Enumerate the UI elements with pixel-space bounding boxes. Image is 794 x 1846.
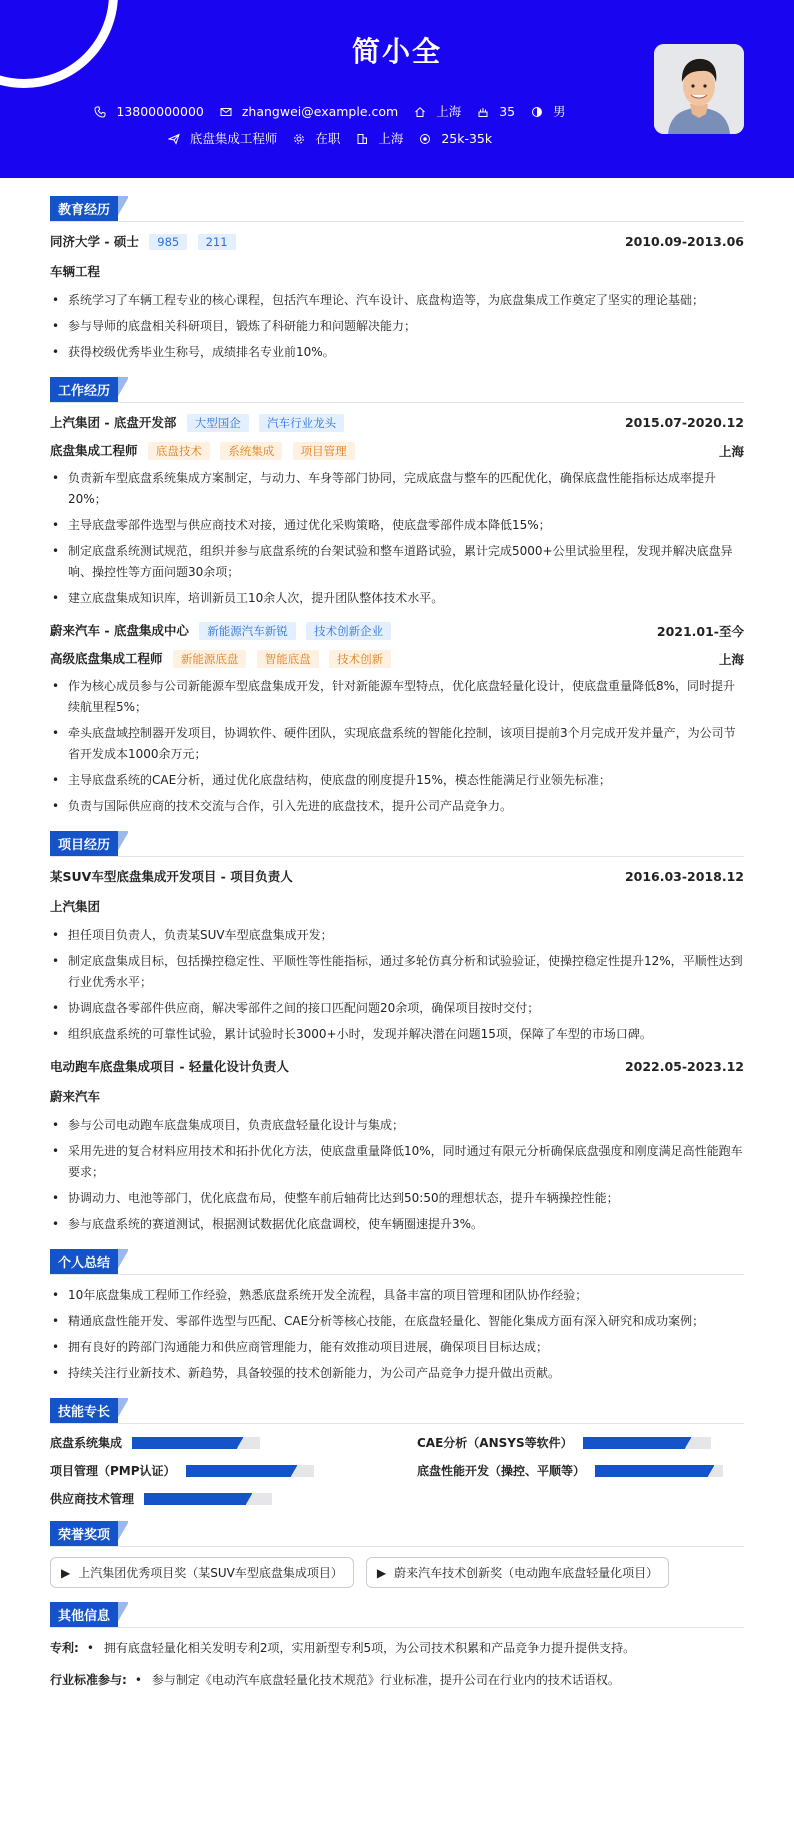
work-section <box>50 377 744 817</box>
date-range: 2021.01-至今 <box>656 623 744 639</box>
other-item <box>50 1638 744 1658</box>
project-entry <box>50 867 744 1045</box>
skill-bar-fill <box>132 1437 237 1449</box>
list-item: • 采用先进的复合材料应用技术和拓扑优化方法，使底盘重量降低10%，同时通过有限元分析确保底盘强度和刚度满足高性能跑车要求； <box>50 1141 744 1183</box>
other-section <box>50 1602 744 1690</box>
project-name: 电动跑车底盘集成项目 - 轻量化设计负责人 <box>50 1059 289 1074</box>
section-title: 荣誉奖项 <box>50 1521 118 1546</box>
list-item: • 协调动力、电池等部门，优化底盘布局，使整车前后轴荷比达到50:50的理想状态，提升车辆操控性能； <box>50 1188 744 1209</box>
project-name: 某SUV车型底盘集成开发项目 - 项目负责人 <box>50 869 293 884</box>
job-intent-row <box>0 129 660 147</box>
skill-name: 底盘性能开发（操控、平顺等） <box>417 1464 586 1478</box>
home-icon <box>414 106 426 118</box>
job-role: 底盘集成工程师 <box>50 443 138 458</box>
age-item: 35 <box>477 104 515 119</box>
city-item: 上海 <box>414 102 461 120</box>
coin-icon <box>419 133 431 145</box>
other-label: 专利: <box>50 1641 79 1655</box>
phone-item: 13800000000 <box>94 104 203 119</box>
company-name: 蔚来汽车 - 底盘集成中心 <box>50 623 189 638</box>
skill-item <box>50 1434 377 1451</box>
date-range: 2010.09-2013.06 <box>624 233 744 249</box>
skill-item <box>50 1462 377 1479</box>
skills-section <box>50 1398 744 1507</box>
skill-bar-fill <box>583 1437 685 1449</box>
section-divider <box>50 402 744 403</box>
skill-name: 项目管理（PMP认证） <box>50 1464 176 1478</box>
skill-bar-fill <box>186 1465 291 1477</box>
building-icon <box>356 133 368 145</box>
skill-bar <box>144 1493 272 1505</box>
skill-bar <box>186 1465 314 1477</box>
skill-item <box>50 1490 377 1507</box>
project-section <box>50 831 744 1235</box>
section-title: 个人总结 <box>50 1249 118 1274</box>
award-name: 上汽集团优秀项目奖（某SUV车型底盘集成项目） <box>78 1566 343 1580</box>
skill-item <box>417 1462 744 1479</box>
skill-bar <box>583 1437 711 1449</box>
skill-bar <box>132 1437 260 1449</box>
list-item: • 负责新车型底盘系统集成方案制定，与动力、车身等部门协同，完成底盘与整车的匹配优化，确保底盘性能指标达成率提升20%； <box>50 468 744 510</box>
major: 车辆工程 <box>50 264 101 279</box>
section-title: 教育经历 <box>50 196 118 221</box>
position-item: 底盘集成工程师 <box>168 129 278 147</box>
job-location: 上海 <box>718 443 744 459</box>
education-section <box>50 196 744 363</box>
target-city-item: 上海 <box>356 129 403 147</box>
list-item: • 持续关注行业新技术、新趋势，具备较强的技术创新能力，为公司产品竞争力提升做出贡献。 <box>50 1363 744 1384</box>
role-tag: 技术创新 <box>329 650 391 668</box>
work-entry <box>50 621 744 817</box>
list-item: • 组织底盘系统的可靠性试验，累计试验时长3000+小时，发现并解决潜在问题15项，保障了车型的市场口碑。 <box>50 1024 744 1045</box>
role-tag: 底盘技术 <box>148 442 210 460</box>
list-item: • 担任项目负责人，负责某SUV车型底盘集成开发； <box>50 925 744 946</box>
gender-icon <box>531 106 543 118</box>
project-org: 上汽集团 <box>50 899 101 914</box>
section-divider <box>50 856 744 857</box>
list-item: • 主导底盘系统的CAE分析，通过优化底盘结构，使底盘的刚度提升15%，模态性能满足行业领先标准； <box>50 770 744 791</box>
other-value: • 参与制定《电动汽车底盘轻量化技术规范》行业标准，提升公司在行业内的技术话语权。 <box>127 1670 620 1690</box>
date-range: 2015.07-2020.12 <box>624 415 744 430</box>
other-value: • 拥有底盘轻量化相关发明专利2项，实用新型专利5项，为公司技术积累和产品竞争力提升提供支持。 <box>79 1638 635 1658</box>
school-tag: 985 <box>149 234 187 250</box>
company-tag: 汽车行业龙头 <box>259 414 344 432</box>
email-item[interactable]: zhangwei@example.com <box>220 104 398 119</box>
role-tag: 智能底盘 <box>257 650 319 668</box>
section-title: 项目经历 <box>50 831 118 856</box>
section-title: 技能专长 <box>50 1398 118 1423</box>
section-divider <box>50 1423 744 1424</box>
skill-bar-fill <box>144 1493 246 1505</box>
project-entry <box>50 1057 744 1235</box>
section-divider <box>50 1627 744 1628</box>
phone-icon <box>94 106 106 118</box>
list-item: • 制定底盘系统测试规范，组织并参与底盘系统的台架试验和整车道路试验，累计完成5000+公里试验里程，发现并解决底盘异响、操控性等方面问题30余项； <box>50 541 744 583</box>
company-tag: 大型国企 <box>187 414 249 432</box>
job-role: 高级底盘集成工程师 <box>50 651 163 666</box>
salary-item: 25k-35k <box>419 131 492 146</box>
list-item: • 参与公司电动跑车底盘集成项目，负责底盘轻量化设计与集成； <box>50 1115 744 1136</box>
role-tag: 系统集成 <box>220 442 282 460</box>
award-card <box>366 1557 669 1588</box>
cake-icon <box>477 106 489 118</box>
send-icon <box>168 133 180 145</box>
section-divider <box>50 221 744 222</box>
list-item: • 建立底盘集成知识库，培训新员工10余人次，提升团队整体技术水平。 <box>50 588 744 609</box>
skill-bar-fill <box>595 1465 708 1477</box>
summary-section <box>50 1249 744 1384</box>
list-item: • 10年底盘集成工程师工作经验，熟悉底盘系统开发全流程，具备丰富的项目管理和团队协作经验； <box>50 1285 744 1306</box>
list-item: • 负责与国际供应商的技术交流与合作，引入先进的底盘技术，提升公司产品竞争力。 <box>50 796 744 817</box>
company-tag: 新能源汽车新锐 <box>199 622 296 640</box>
other-item <box>50 1670 744 1690</box>
company-tag: 技术创新企业 <box>306 622 391 640</box>
work-entry <box>50 413 744 609</box>
school-tag: 211 <box>198 234 236 250</box>
education-entry <box>50 232 744 363</box>
gender-item: 男 <box>531 102 566 120</box>
skill-name: 供应商技术管理 <box>50 1492 135 1506</box>
school-degree: 同济大学 - 硕士 <box>50 234 139 249</box>
project-org: 蔚来汽车 <box>50 1089 101 1104</box>
status-item: 在职 <box>293 129 340 147</box>
candidate-name: 简小全 <box>351 35 442 68</box>
other-label: 行业标准参与: <box>50 1673 127 1687</box>
resume-header <box>0 0 794 178</box>
list-item: • 主导底盘零部件选型与供应商技术对接，通过优化采购策略，使底盘零部件成本降低15%； <box>50 515 744 536</box>
mail-icon <box>220 106 232 118</box>
list-item: • 获得校级优秀毕业生称号，成绩排名专业前10%。 <box>50 342 744 363</box>
gear-icon <box>293 133 305 145</box>
list-item: • 系统学习了车辆工程专业的核心课程，包括汽车理论、汽车设计、底盘构造等，为底盘集成工作奠定了坚实的理论基础； <box>50 290 744 311</box>
job-location: 上海 <box>718 651 744 667</box>
company-name: 上汽集团 - 底盘开发部 <box>50 415 177 430</box>
skill-name: CAE分析（ANSYS等软件） <box>417 1436 573 1450</box>
list-item: • 精通底盘性能开发、零部件选型与匹配、CAE分析等核心技能，在底盘轻量化、智能化集成方面有深入研究和成功案例； <box>50 1311 744 1332</box>
list-item: • 协调底盘各零部件供应商，解决零部件之间的接口匹配问题20余项，确保项目按时交付； <box>50 998 744 1019</box>
skill-bar <box>595 1465 723 1477</box>
play-icon: ▶ <box>61 1565 71 1580</box>
award-name: 蔚来汽车技术创新奖（电动跑车底盘轻量化项目） <box>394 1566 659 1580</box>
section-divider <box>50 1274 744 1275</box>
role-tag: 项目管理 <box>293 442 355 460</box>
list-item: • 参与导师的底盘相关科研项目，锻炼了科研能力和问题解决能力； <box>50 316 744 337</box>
list-item: • 牵头底盘域控制器开发项目，协调软件、硬件团队，实现底盘系统的智能化控制，该项目提前3个月完成开发并量产，为公司节省开发成本1000余万元； <box>50 723 744 765</box>
section-title: 工作经历 <box>50 377 118 402</box>
play-icon: ▶ <box>376 1565 387 1580</box>
list-item: • 拥有良好的跨部门沟通能力和供应商管理能力，能有效推动项目进展，确保项目目标达成； <box>50 1337 744 1358</box>
list-item: • 制定底盘集成目标，包括操控稳定性、平顺性等性能指标，通过多轮仿真分析和试验验证，使操控稳定性提升12%，平顺性达到行业优秀水平； <box>50 951 744 993</box>
section-divider <box>50 1546 744 1547</box>
list-item: • 参与底盘系统的赛道测试，根据测试数据优化底盘调校，使车辆圈速提升3%。 <box>50 1214 744 1235</box>
award-card <box>50 1557 354 1588</box>
awards-section <box>50 1521 744 1588</box>
skill-item <box>417 1434 744 1451</box>
skill-name: 底盘系统集成 <box>50 1436 123 1450</box>
date-range: 2022.05-2023.12 <box>624 1058 744 1074</box>
date-range: 2016.03-2018.12 <box>624 868 744 884</box>
role-tag: 新能源底盘 <box>173 650 247 668</box>
avatar <box>654 44 744 134</box>
list-item: • 作为核心成员参与公司新能源车型底盘集成开发，针对新能源车型特点，优化底盘轻量化设计，使底盘重量降低8%，同时提升续航里程5%； <box>50 676 744 718</box>
section-title: 其他信息 <box>50 1602 118 1627</box>
contact-row <box>0 102 660 120</box>
